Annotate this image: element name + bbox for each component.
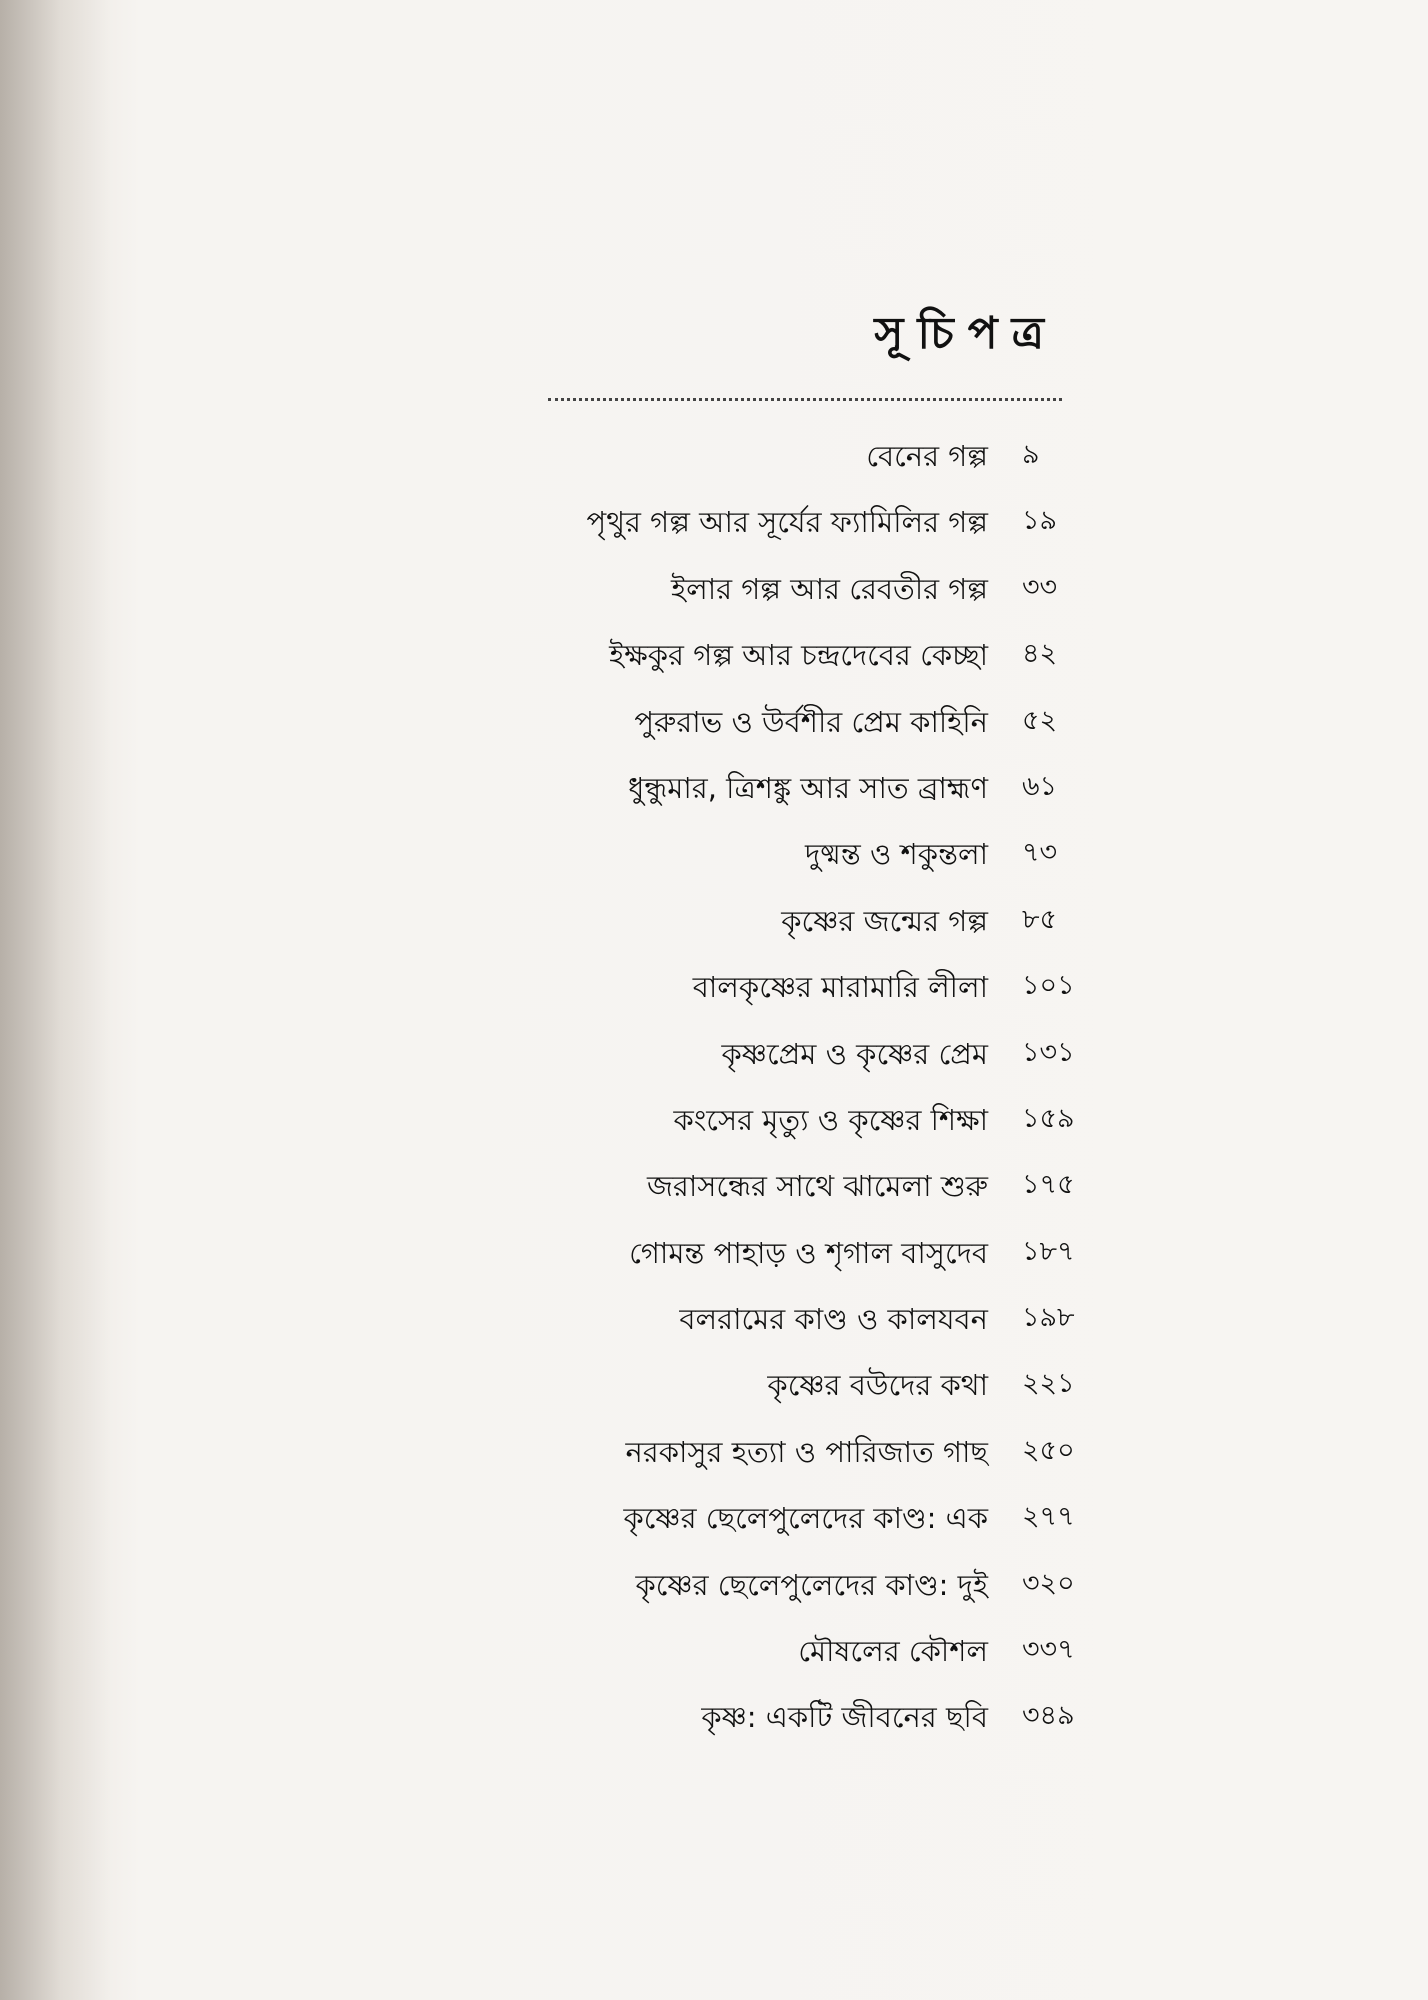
toc-entry-page: ১৯৮ [1022,1302,1075,1334]
toc-entry-page: ১৩১ [1022,1036,1075,1068]
toc-entry [0,623,1428,689]
toc-entry-title: ইক্ষকুর গল্প আর চন্দ্রদেবের কেচ্ছা [609,638,988,673]
toc-entry [0,822,1428,888]
toc-entry-title: বলরামের কাণ্ড ও কালযবন [679,1302,988,1337]
toc-entry-title: কৃষ্ণের জন্মের গল্প [781,903,988,938]
toc-entry-title: পৃথুর গল্প আর সূর্যের ফ্যামিলির গল্প [586,505,988,540]
toc-entry-page: ১৮৭ [1022,1235,1075,1267]
toc-entry-title: ইলার গল্প আর রেবতীর গল্প [671,571,988,606]
toc-entry-title: দুষ্মন্ত ও শকুন্তলা [805,837,988,872]
toc-entry [0,1088,1428,1154]
toc-entry [0,1420,1428,1486]
toc-entry-page: ২২১ [1022,1368,1075,1400]
toc-entry-title: কৃষ্ণের ছেলেপুলেদের কাণ্ড: এক [623,1501,988,1536]
toc-entry-page: ৩৪৯ [1022,1700,1075,1732]
toc-entry-page: ৯ [1022,439,1040,470]
toc-entry [0,889,1428,955]
toc-entry-title: কৃষ্ণ: একটি জীবনের ছবি [701,1700,988,1735]
toc-entry-page: ৮৫ [1022,903,1058,935]
toc-entry [0,1221,1428,1287]
toc-entry-page: ২৫০ [1022,1434,1075,1466]
toc-entry [0,1022,1428,1088]
toc-entry-title: কংসের মৃত্যু ও কৃষ্ণের শিক্ষা [673,1102,988,1137]
toc-entry-title: নরকাসুর হত্যা ও পারিজাত গাছ [625,1434,988,1469]
toc-entry-page: ৩৩৭ [1022,1634,1075,1666]
toc-entry-page: ১৯ [1022,505,1058,537]
toc-entry-title: ধুন্ধুমার, ত্রিশঙ্কু আর সাত ব্রাহ্মণ [628,770,988,805]
toc-entry-page: ৩২০ [1022,1567,1075,1599]
page-title: সূচিপত্র [874,308,1058,359]
toc-entry-title: গোমন্ত পাহাড় ও শৃগাল বাসুদেব [629,1235,988,1270]
toc-entry-title: পুরুরাভ ও উর্বশীর প্রেম কাহিনি [634,704,988,739]
toc-entry [0,756,1428,822]
toc-entry [0,955,1428,1021]
toc-entry [0,1154,1428,1220]
toc-entry-page: ৭৩ [1022,837,1058,869]
toc-entry-title: বেনের গল্প [866,439,988,473]
toc-list [0,424,1428,1752]
toc-entry-page: ৩৩ [1022,571,1058,603]
toc-entry [0,557,1428,623]
toc-entry [0,1353,1428,1419]
toc-entry-title: মৌষলের কৌশল [798,1634,988,1669]
toc-entry-title: কৃষ্ণপ্রেম ও কৃষ্ণের প্রেম [721,1036,988,1071]
toc-entry [0,1619,1428,1685]
toc-entry [0,1685,1428,1751]
toc-entry-title: কৃষ্ণের ছেলেপুলেদের কাণ্ড: দুই [635,1567,988,1602]
dotted-divider [548,398,1062,401]
toc-entry [0,490,1428,556]
toc-entry-title: বালকৃষ্ণের মারামারি লীলা [692,970,988,1005]
toc-entry [0,690,1428,756]
toc-entry-page: ১৫৯ [1022,1102,1075,1134]
toc-entry [0,1553,1428,1619]
toc-entry-page: ৫২ [1022,704,1058,736]
toc-entry-title: কৃষ্ণের বউদের কথা [767,1368,988,1403]
toc-entry-page: ৪২ [1022,638,1058,670]
toc-entry-page: ১৭৫ [1022,1169,1075,1201]
toc-entry-page: ১০১ [1022,970,1075,1002]
toc-entry-page: ৬১ [1022,770,1058,802]
toc-entry [0,1486,1428,1552]
toc-entry [0,1287,1428,1353]
toc-entry [0,424,1428,490]
toc-entry-title: জরাসন্ধের সাথে ঝামেলা শুরু [646,1169,988,1204]
toc-entry-page: ২৭৭ [1022,1501,1075,1533]
